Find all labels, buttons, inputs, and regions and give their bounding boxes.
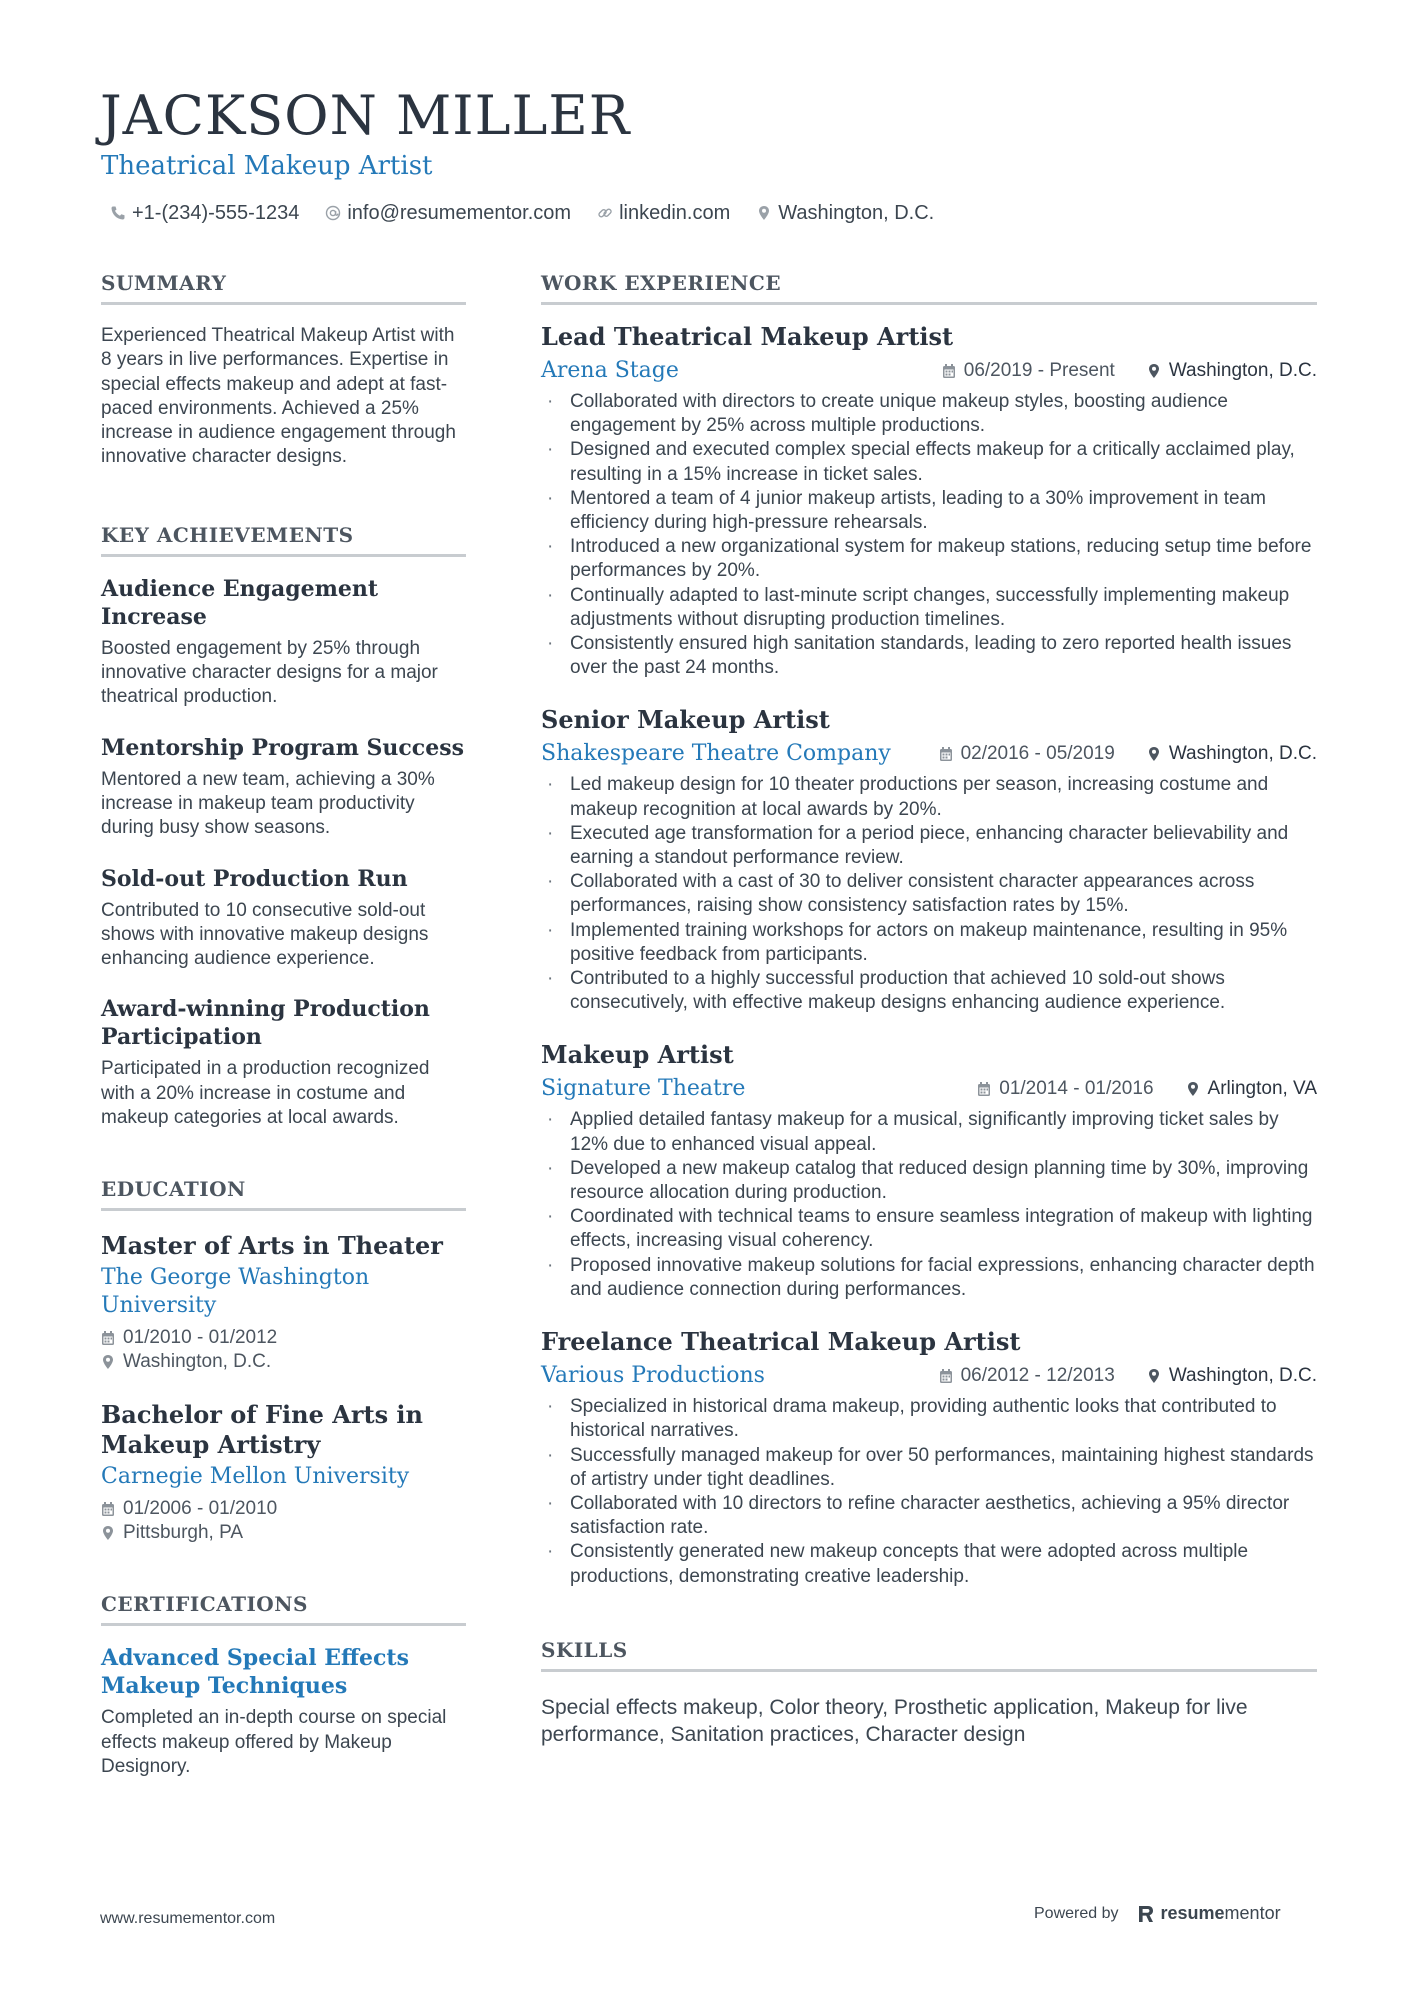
job-meta-row [541, 1074, 1317, 1104]
education-item [101, 1231, 466, 1374]
powered-by-label: Powered by [1034, 1904, 1119, 1922]
certification-item [101, 1644, 466, 1779]
job-entry [541, 1326, 1317, 1589]
job-bullet: · Consistently generated new makeup concepts that were adopted across multiple productions, demonstrating creative leadership. [541, 1540, 1317, 1588]
job-bullet: · Consistently ensured high sanitation standards, leading to zero reported health issues over the past 24 months. [541, 632, 1317, 680]
job-title: Freelance Theatrical Makeup Artist [541, 1327, 1021, 1357]
job-bullet: · Proposed innovative makeup solutions for facial expressions, enhancing character depth and audience connection during performances. [541, 1254, 1317, 1302]
achievement-desc: Boosted engagement by 25% through innovative character designs for a major theatrical production. [101, 637, 438, 708]
contact-email-text: info@resumementor.com [347, 202, 572, 224]
job-company: Various Productions [541, 1363, 765, 1389]
link-icon [597, 205, 613, 221]
brand-logo[interactable] [1137, 1903, 1281, 1924]
contact-bar [110, 198, 934, 228]
job-company: Arena Stage [541, 358, 679, 383]
education-dates [101, 1497, 466, 1521]
education-item [101, 1400, 466, 1545]
education-dates-text: 01/2010 - 01/2012 [123, 1327, 278, 1349]
job-entry [541, 704, 1317, 1015]
certification-title: Advanced Special Effects Makeup Techniques [101, 1645, 409, 1700]
job-dates: 01/2014 - 01/2016 [999, 1078, 1154, 1100]
job-bullet: · Implemented training workshops for actors on makeup maintenance, resulting in 95% positive feedback from participants. [541, 919, 1317, 967]
job-bullet: · Continually adapted to last-minute script changes, successfully implementing makeup adjustments without disrupting production timelines. [541, 584, 1317, 632]
job-company: Shakespeare Theatre Company [541, 741, 891, 767]
achievement-item [101, 865, 466, 972]
skills-section [541, 1637, 1317, 1748]
location-pin-icon [1147, 746, 1161, 762]
job-location [1147, 743, 1317, 765]
job-bullet: · Executed age transformation for a period piece, enhancing character believability and earning a standout performance review. [541, 822, 1317, 870]
summary-section [101, 270, 466, 470]
calendar-icon [977, 1081, 991, 1097]
job-title: Senior Makeup Artist [541, 705, 830, 735]
certifications-section [101, 1591, 466, 1779]
job-meta [939, 1365, 1317, 1387]
location-pin-icon [1186, 1081, 1200, 1097]
summary-text: Experienced Theatrical Makeup Artist with 8 years in live performances. Expertise in special effects makeup and adept at fast-paced environments. Achieved a 25% increase in audience engagement through innovative character designs. [101, 325, 456, 468]
brand-name-bold: resume [1160, 1903, 1225, 1923]
job-bullet: · Collaborated with a cast of 30 to deliver consistent character appearances across performances, raising show consistency satisfaction rates by 15%. [541, 870, 1317, 918]
job-bullet: · Mentored a team of 4 junior makeup artists, leading to a 30% improvement in team efficiency during high-pressure rehearsals. [541, 487, 1317, 535]
footer-branding [1034, 1903, 1281, 1924]
education-dates-text: 01/2006 - 01/2010 [123, 1498, 278, 1520]
experience-section [541, 270, 1317, 1589]
job-bullets [541, 1395, 1317, 1589]
education-location-text: Pittsburgh, PA [123, 1522, 244, 1544]
calendar-icon [939, 746, 953, 762]
calendar-icon [101, 1330, 115, 1346]
contact-location-text: Washington, D.C. [778, 202, 935, 224]
right-column [541, 270, 1317, 1748]
location-pin-icon [1147, 363, 1161, 379]
job-company: Signature Theatre [541, 1076, 746, 1102]
job-dates: 06/2012 - 12/2013 [960, 1365, 1115, 1387]
contact-phone [110, 198, 299, 228]
job-meta [939, 743, 1317, 765]
location-pin-icon [101, 1525, 115, 1541]
education-location-text: Washington, D.C. [123, 1351, 272, 1373]
job-bullet: · Designed and executed complex special effects makeup for a critically acclaimed play, resulting in a 15% increase in ticket sales. [541, 438, 1317, 486]
skills-heading: SKILLS [541, 1637, 1317, 1672]
achievement-title: Sold-out Production Run [101, 865, 408, 892]
at-icon [325, 205, 341, 221]
job-bullets [541, 390, 1317, 680]
job-bullet: · Applied detailed fantasy makeup for a musical, significantly improving ticket sales by 12% due to enhanced visual appeal. [541, 1108, 1317, 1156]
certifications-heading: CERTIFICATIONS [101, 1591, 466, 1626]
job-entry [541, 321, 1317, 680]
job-bullet: · Developed a new makeup catalog that reduced design planning time by 30%, improving resource allocation during production. [541, 1157, 1317, 1205]
job-meta-row [541, 356, 1317, 386]
summary-heading: SUMMARY [101, 270, 466, 305]
achievement-item [101, 734, 466, 841]
contact-linkedin-text: linkedin.com [619, 202, 731, 224]
job-dates: 06/2019 - Present [963, 360, 1115, 381]
job-meta-row [541, 739, 1317, 769]
job-bullet: · Successfully managed makeup for over 50 performances, maintaining highest standards of artistry under tight deadlines. [541, 1444, 1317, 1492]
job-bullet: · Specialized in historical drama makeup, providing authentic looks that contributed to historical narratives. [541, 1395, 1317, 1443]
job-location [1186, 1078, 1317, 1100]
experience-heading: WORK EXPERIENCE [541, 270, 1317, 305]
achievement-desc: Contributed to 10 consecutive sold-out shows with innovative makeup designs enhancing audience experience. [101, 899, 429, 970]
job-bullet: · Introduced a new organizational system for makeup stations, reducing setup time before performances by 20%. [541, 535, 1317, 583]
job-meta [942, 360, 1317, 382]
education-institution: Carnegie Mellon University [101, 1464, 410, 1490]
brand-name-light: mentor [1224, 1903, 1281, 1923]
job-bullets [541, 1108, 1317, 1302]
job-dates: 02/2016 - 05/2019 [960, 743, 1115, 765]
contact-location [756, 198, 934, 228]
skills-text: Special effects makeup, Color theory, Prosthetic application, Makeup for live performance, Sanitation practices, Character design [541, 1695, 1248, 1746]
contact-linkedin[interactable] [597, 198, 730, 228]
contact-email[interactable] [325, 198, 571, 228]
job-entry [541, 1039, 1317, 1302]
job-bullet: · Collaborated with directors to create unique makeup styles, boosting audience engagement by 25% across multiple productions. [541, 390, 1317, 438]
achievement-title: Award-winning Production Participation [101, 996, 430, 1051]
job-bullet: · Led makeup design for 10 theater productions per season, increasing costume and makeup recognition at local awards by 20%. [541, 773, 1317, 821]
location-pin-icon [1147, 1368, 1161, 1384]
education-institution: The George Washington University [101, 1265, 370, 1319]
achievements-heading: KEY ACHIEVEMENTS [101, 522, 466, 557]
achievement-desc: Mentored a new team, achieving a 30% increase in makeup team productivity during busy show seasons. [101, 768, 435, 839]
job-location-text: Washington, D.C. [1168, 360, 1317, 381]
achievement-title: Mentorship Program Success [101, 734, 464, 761]
job-location [1147, 1365, 1317, 1387]
job-bullet: · Collaborated with 10 directors to refine character aesthetics, achieving a 95% director satisfaction rate. [541, 1492, 1317, 1540]
job-meta [977, 1078, 1317, 1100]
phone-icon [110, 205, 126, 221]
job-meta-row [541, 1361, 1317, 1391]
education-location [101, 1350, 466, 1374]
calendar-icon [939, 1368, 953, 1384]
achievements-section [101, 522, 466, 1131]
contact-phone-text: +1-(234)-555-1234 [132, 202, 300, 224]
job-location-text: Arlington, VA [1207, 1078, 1317, 1100]
achievement-desc: Participated in a production recognized with a 20% increase in costume and makeup categories at local awards. [101, 1058, 430, 1129]
footer-website[interactable]: www.resumementor.com [100, 1910, 276, 1927]
left-column [101, 270, 466, 1779]
job-location [1147, 360, 1317, 382]
job-title: Lead Theatrical Makeup Artist [541, 322, 954, 351]
location-pin-icon [756, 205, 772, 221]
candidate-name: JACKSON MILLER [100, 84, 631, 147]
education-degree: Master of Arts in Theater [101, 1231, 443, 1261]
resumementor-logo-icon [1137, 1904, 1155, 1924]
location-pin-icon [101, 1354, 115, 1370]
achievement-item [101, 995, 466, 1130]
job-bullet: · Contributed to a highly successful production that achieved 10 sold-out shows consecutively, with effective makeup designs enhancing audience experience. [541, 967, 1317, 1015]
calendar-icon [101, 1501, 115, 1517]
calendar-icon [942, 363, 956, 379]
education-heading: EDUCATION [101, 1176, 466, 1211]
job-location-text: Washington, D.C. [1168, 1365, 1317, 1387]
certification-desc: Completed an in-depth course on special effects makeup offered by Makeup Designory. [101, 1707, 447, 1777]
education-degree: Bachelor of Fine Arts in Makeup Artistry [101, 1400, 423, 1460]
education-section [101, 1176, 466, 1545]
job-location-text: Washington, D.C. [1168, 743, 1317, 765]
achievement-title: Audience Engagement Increase [101, 575, 379, 630]
education-location [101, 1521, 466, 1545]
job-bullets [541, 773, 1317, 1015]
job-title: Makeup Artist [541, 1040, 734, 1070]
candidate-title: Theatrical Makeup Artist [101, 151, 433, 181]
job-bullet: · Coordinated with technical teams to ensure seamless integration of makeup with lighting effects, increasing visual coherency. [541, 1205, 1317, 1253]
achievement-item [101, 575, 466, 710]
education-dates [101, 1326, 466, 1350]
